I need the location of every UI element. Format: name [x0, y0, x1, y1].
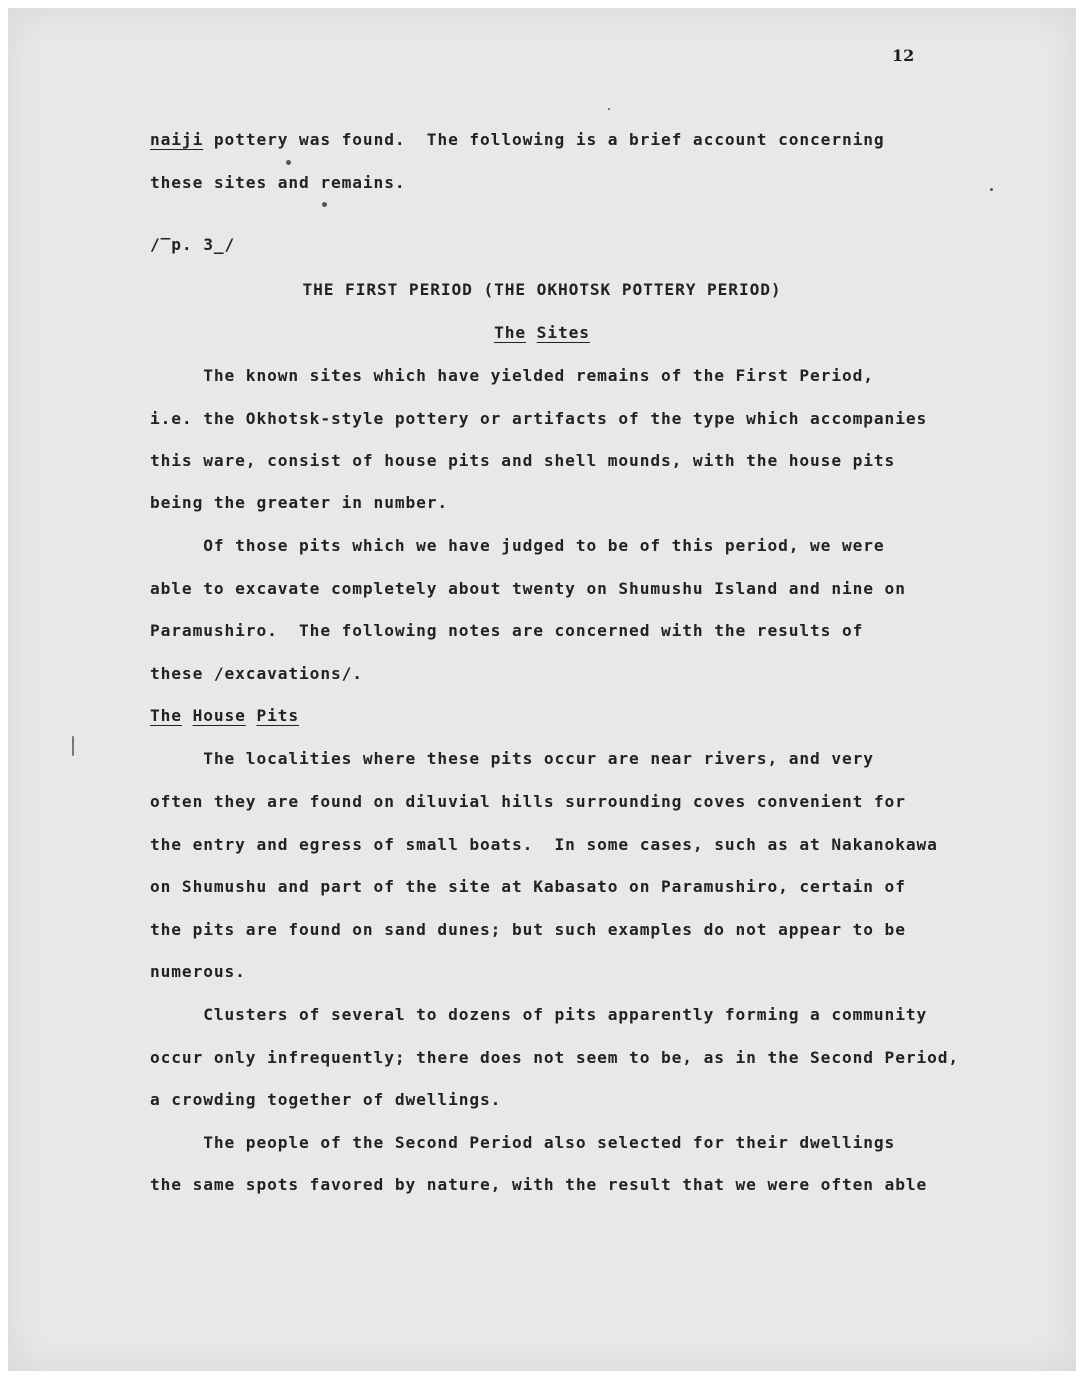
- text-line: [150, 130, 885, 149]
- text-line: on Shumushu and part of the site at Kabasato on Paramushiro, certain of: [150, 877, 906, 896]
- text-line: Clusters of several to dozens of pits apparently forming a community: [150, 1005, 928, 1024]
- subheading-word: The: [494, 323, 527, 342]
- text-line: i.e. the Okhotsk-style pottery or artifacts of the type which accompanies: [150, 409, 928, 428]
- text-line: the pits are found on sand dunes; but such examples do not appear to be: [150, 920, 906, 939]
- page-reference: /‾p. 3_/: [150, 235, 236, 254]
- text-line: The people of the Second Period also selected for their dwellings: [150, 1133, 896, 1152]
- text-line: [150, 664, 363, 683]
- text-line: The localities where these pits occur are near rivers, and very: [150, 749, 874, 768]
- text-segment: these: [150, 664, 214, 683]
- subheading-word: Sites: [536, 323, 590, 342]
- text-line: often they are found on diluvial hills surrounding coves convenient for: [150, 792, 906, 811]
- text-line: Of those pits which we have judged to be of this period, we were: [150, 536, 885, 555]
- italic-term: naiji: [150, 130, 204, 149]
- margin-mark: [72, 736, 74, 756]
- text-line: being the greater in number.: [150, 493, 449, 512]
- subheading-word: House: [192, 706, 246, 725]
- page-number: 12: [892, 46, 915, 65]
- ink-speck: [322, 202, 327, 207]
- text-line: the entry and egress of small boats. In some cases, such as at Nakanokawa: [150, 835, 938, 854]
- ink-speck: [990, 188, 993, 191]
- text-line: these sites and remains.: [150, 173, 406, 192]
- text-line: the same spots favored by nature, with the result that we were often able: [150, 1175, 928, 1194]
- ink-speck: [286, 160, 291, 165]
- text-line: this ware, consist of house pits and shell mounds, with the house pits: [150, 451, 896, 470]
- subheading-sites: [8, 323, 1076, 342]
- subheading-word: The: [150, 706, 182, 725]
- subheading-word: Pits: [256, 706, 300, 725]
- text-line: The known sites which have yielded remains of the First Period,: [150, 366, 874, 385]
- text-segment: pottery was found. The following is a brief account concerning: [203, 130, 885, 149]
- text-line: a crowding together of dwellings.: [150, 1090, 502, 1109]
- text-line: occur only infrequently; there does not seem to be, as in the Second Period,: [150, 1048, 960, 1067]
- subheading-house-pits: [150, 706, 299, 725]
- editorial-insertion: /excavations/: [213, 664, 353, 683]
- section-heading: THE FIRST PERIOD (THE OKHOTSK POTTERY PERIOD): [302, 280, 782, 299]
- ink-speck: [608, 108, 610, 110]
- text-segment: .: [352, 664, 363, 683]
- text-line: Paramushiro. The following notes are concerned with the results of: [150, 621, 864, 640]
- text-line: able to excavate completely about twenty on Shumushu Island and nine on: [150, 579, 906, 598]
- document-page: [8, 8, 1076, 1371]
- text-line: numerous.: [150, 962, 246, 981]
